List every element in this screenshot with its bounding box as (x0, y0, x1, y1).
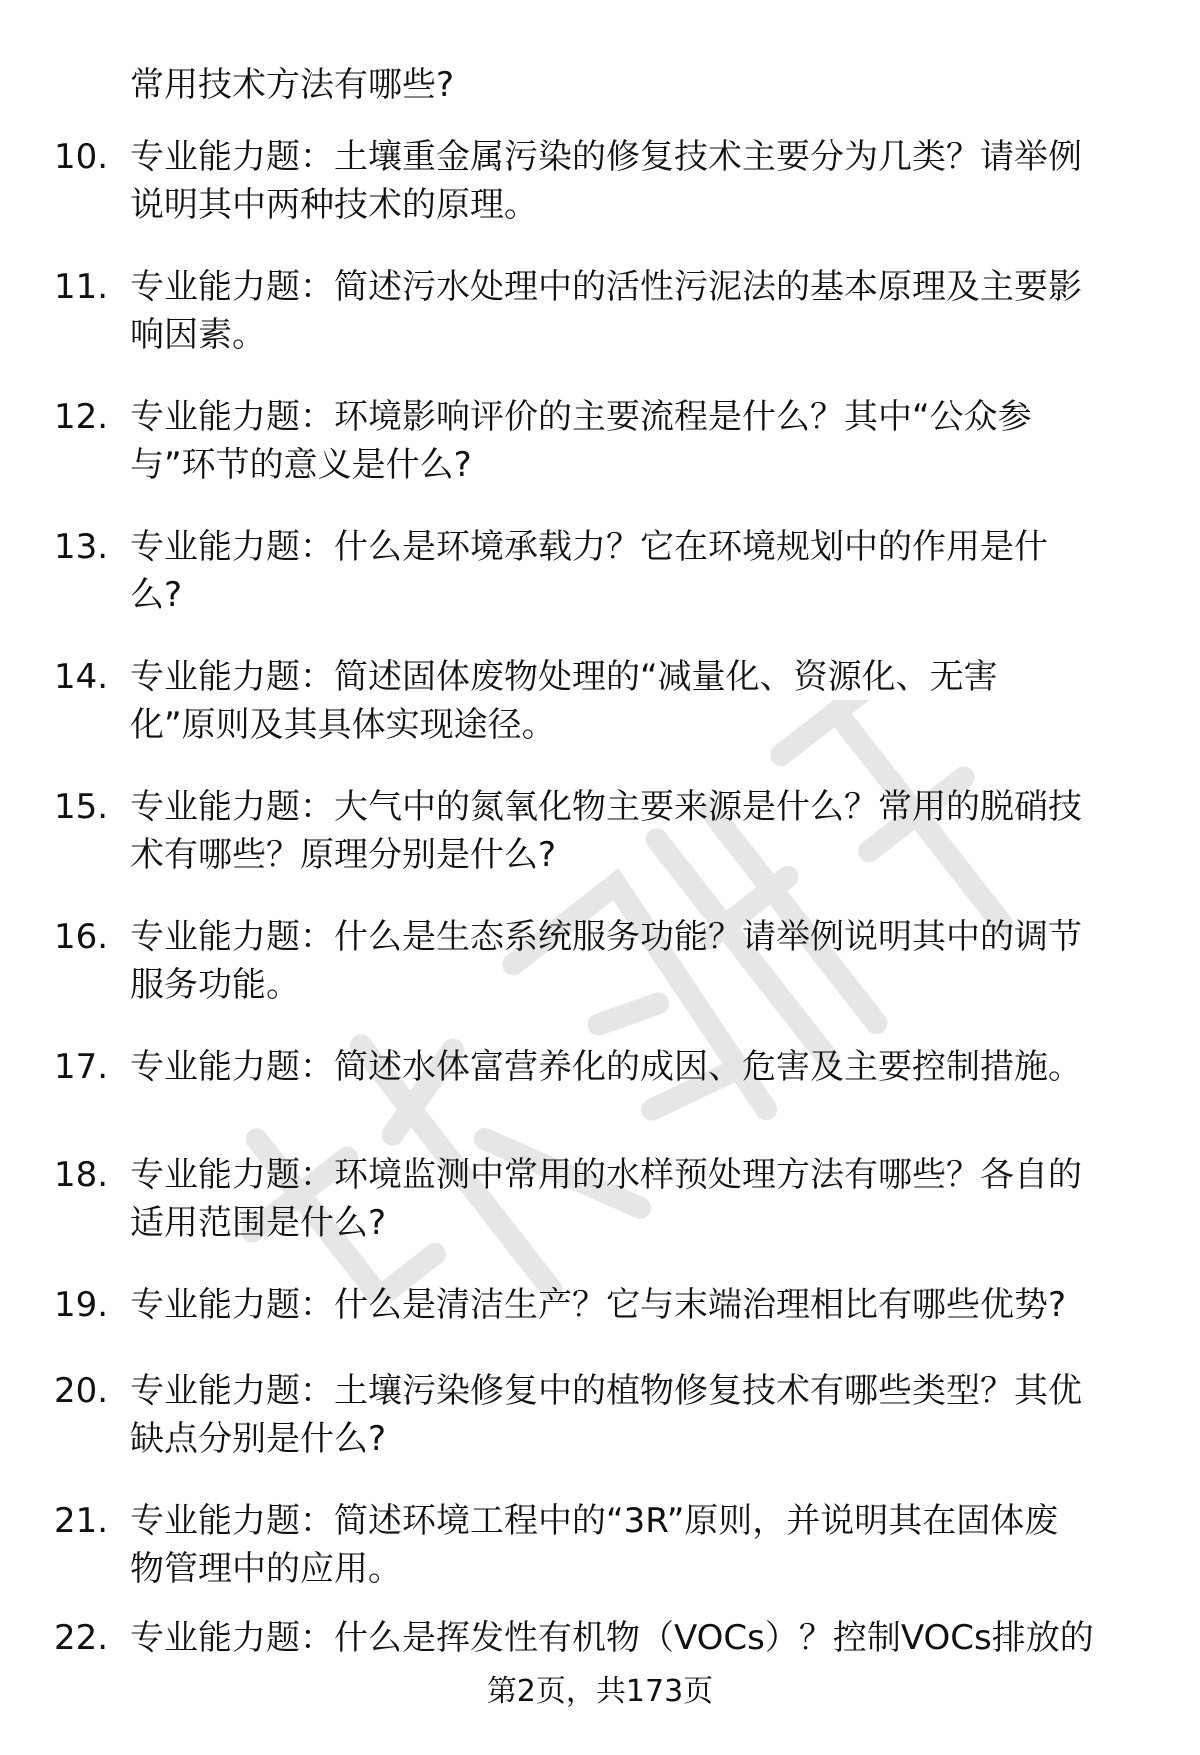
question-number: 20. (54, 1371, 109, 1411)
question-text-line2: 适用范围是什么? (130, 1203, 387, 1243)
question-text-line1: 专业能力题：环境监测中常用的水样预处理方法有哪些？各自的 (130, 1155, 1082, 1195)
page-footer: 第2页，共173页 (486, 1674, 714, 1709)
question-number: 16. (54, 917, 109, 957)
question-text-line1: 专业能力题：环境影响评价的主要流程是什么？其中“公众参 (130, 397, 1032, 437)
question-text-line2: 服务功能。 (130, 965, 300, 1005)
question-number: 15. (54, 787, 109, 827)
question-text-line2: 说明其中两种技术的原理。 (130, 185, 538, 225)
question-text-line2: 化”原则及其具体实现途径。 (130, 705, 556, 745)
question-number: 12. (54, 397, 109, 437)
question-number: 11. (54, 267, 109, 307)
question-number: 13. (54, 527, 109, 567)
question-text-line1: 专业能力题：简述污水处理中的活性污泥法的基本原理及主要影 (130, 267, 1082, 307)
question-text-line1: 专业能力题：简述固体废物处理的“减量化、资源化、无害 (130, 657, 998, 697)
question-number: 19. (54, 1285, 109, 1325)
question-number: 18. (54, 1155, 109, 1195)
question-text-line1: 专业能力题：大气中的氮氧化物主要来源是什么？常用的脱硝技 (130, 787, 1082, 827)
question-text-line1: 专业能力题：什么是生态系统服务功能？请举例说明其中的调节 (130, 917, 1082, 957)
question-text-line2: 缺点分别是什么? (130, 1419, 387, 1459)
question-number: 21. (54, 1501, 109, 1541)
question-number: 14. (54, 657, 109, 697)
question-text-line1: 专业能力题：什么是挥发性有机物（VOCs）？控制VOCs排放的 (130, 1618, 1094, 1658)
question-number: 10. (54, 137, 109, 177)
question-text-line2: 与”环节的意义是什么? (130, 445, 472, 485)
question-number: 22. (54, 1618, 109, 1658)
question-number: 17. (54, 1047, 109, 1087)
question-text-line1: 专业能力题：土壤重金属污染的修复技术主要分为几类？请举例 (130, 137, 1082, 177)
question-text-line1: 专业能力题：简述环境工程中的“3R”原则，并说明其在固体废 (130, 1501, 1059, 1541)
question-text-line1: 专业能力题：什么是清洁生产？它与末端治理相比有哪些优势? (130, 1285, 1067, 1325)
question-text-line1: 专业能力题：简述水体富营养化的成因、危害及主要控制措施。 (130, 1047, 1082, 1087)
question-text-line2: 术有哪些？原理分别是什么? (130, 835, 557, 875)
question-text-line2: 么? (130, 575, 183, 615)
question-text-line2: 物管理中的应用。 (130, 1549, 402, 1589)
question-text-line2: 响因素。 (130, 315, 266, 355)
continuation-text: 常用技术方法有哪些? (130, 65, 455, 105)
question-text-line1: 专业能力题：土壤污染修复中的植物修复技术有哪些类型？其优 (130, 1371, 1082, 1411)
question-text-line1: 专业能力题：什么是环境承载力？它在环境规划中的作用是什 (130, 527, 1048, 567)
